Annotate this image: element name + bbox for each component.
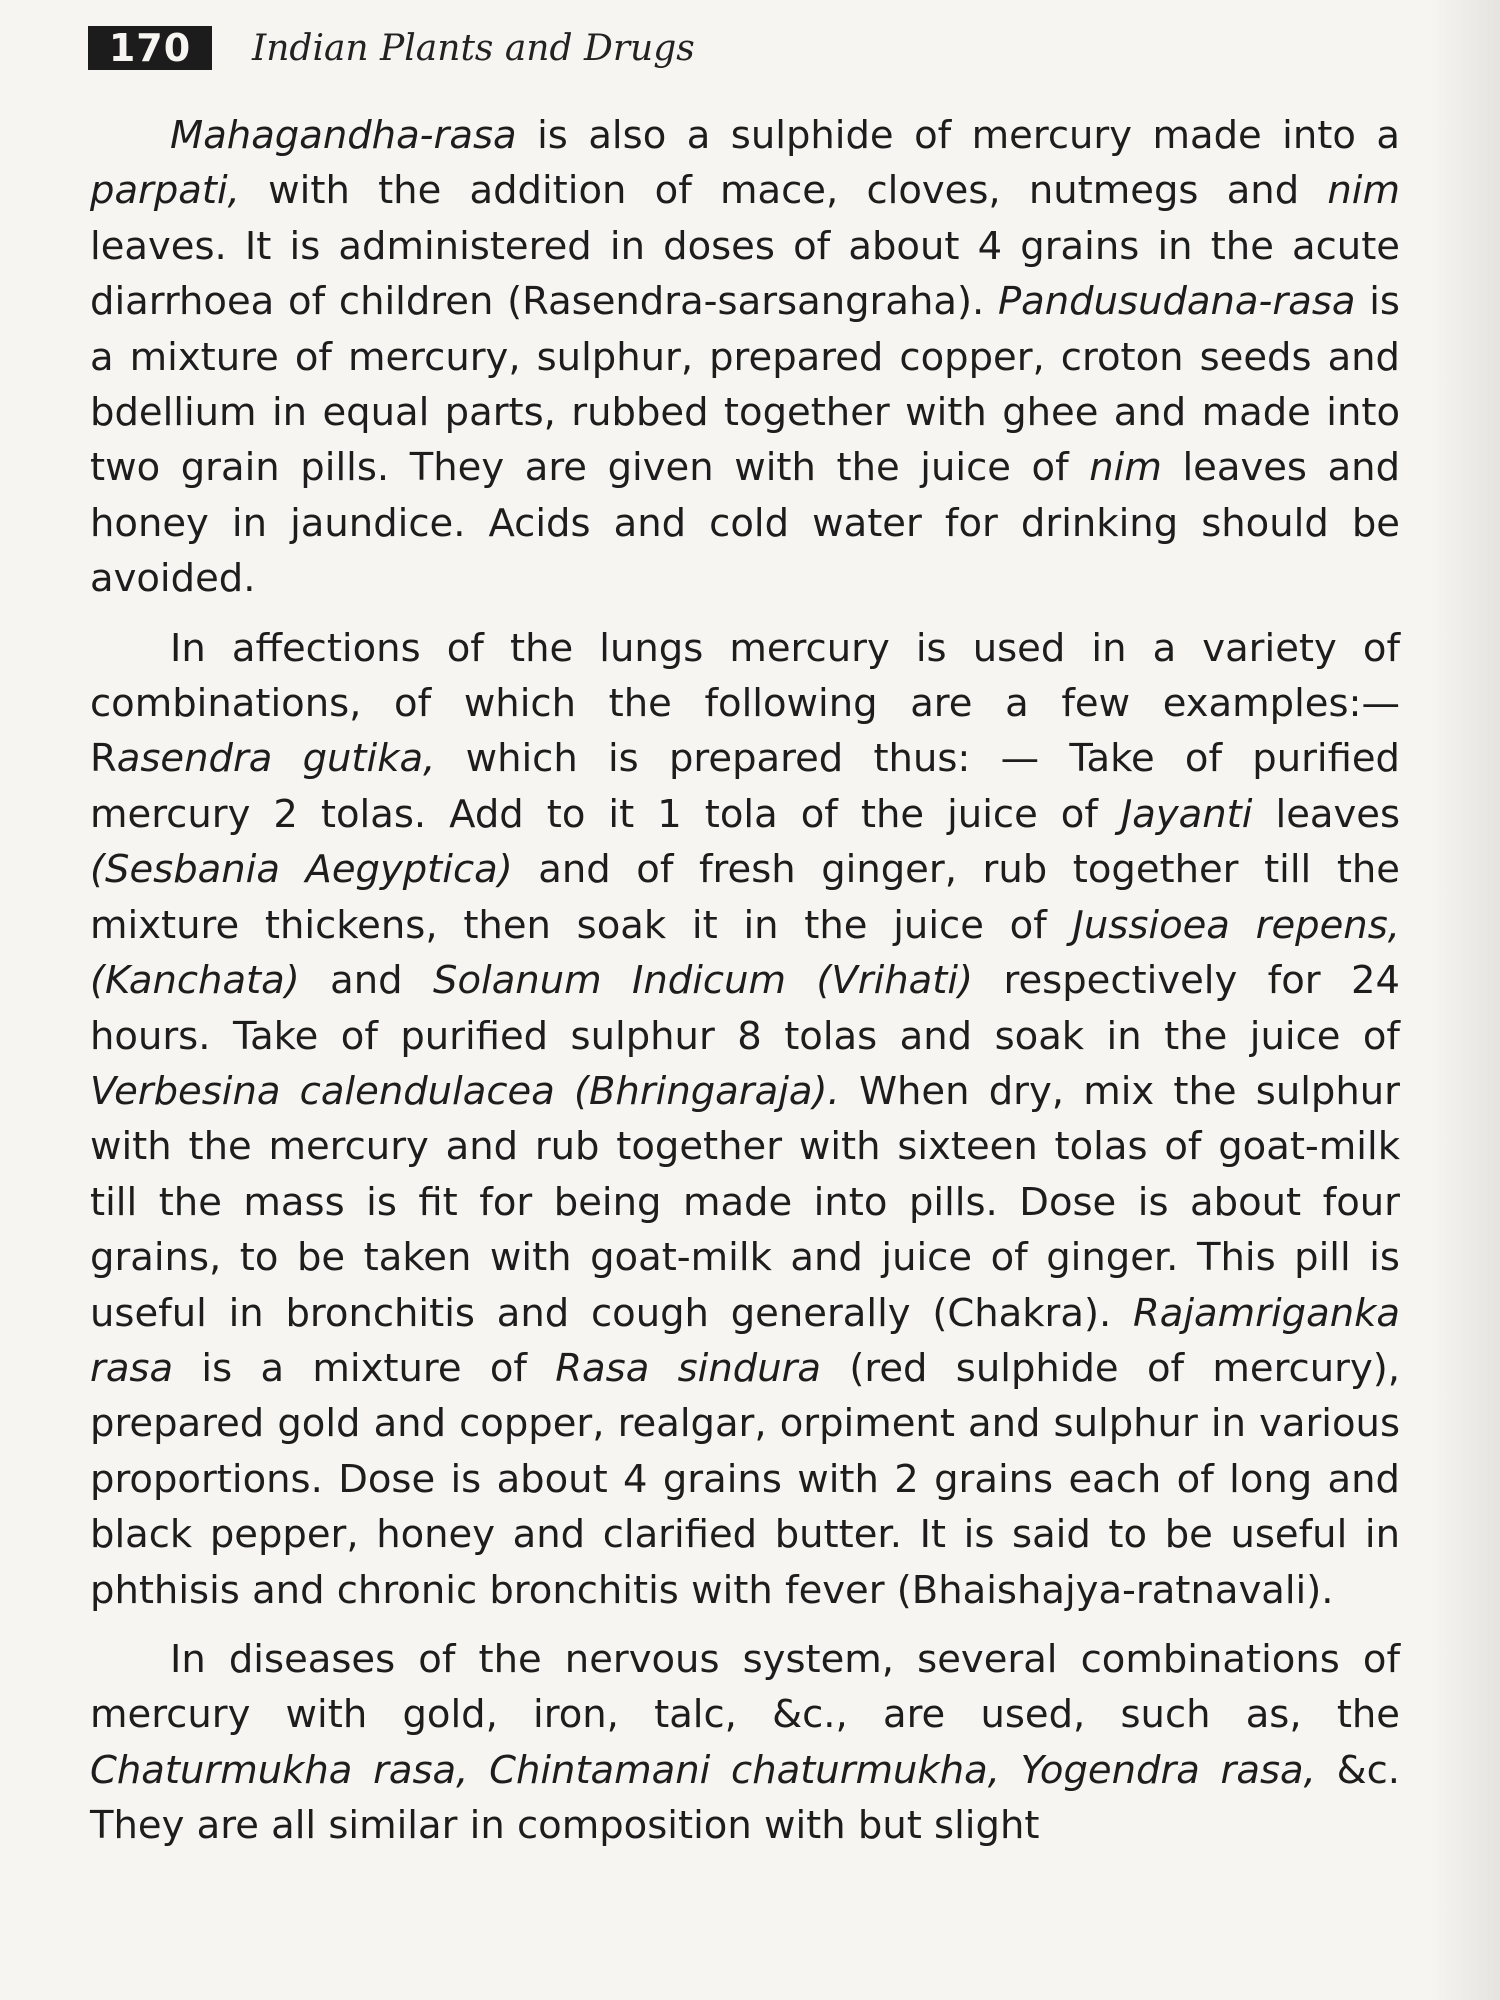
paragraph <box>90 1632 1400 1854</box>
text-segment: asendra gutika, <box>116 736 436 782</box>
text-segment: Mahagandha-rasa <box>170 113 517 158</box>
text-segment: leaves. It is administered in doses of about 4 grains in the acute diarrhoea of children (Rasendra-sarsangraha). <box>90 223 1400 325</box>
text-segment: Chaturmukha rasa, Chintamani chaturmukha, Yogendra rasa, <box>90 1747 1316 1793</box>
text-segment: Rajamriganka rasa <box>90 1290 1400 1391</box>
text-segment: nim <box>1089 445 1162 491</box>
text-segment: and of fresh ginger, rub together till the mixture thickens, then soak it in the juice of <box>90 847 1400 948</box>
text-segment: leaves and honey in jaundice. Acids and cold water for drinking should be avoided. <box>90 445 1401 602</box>
page-number: 170 <box>88 26 212 70</box>
text-segment: (red sulphide of mercury), prepared gold and copper, realgar, orpiment and sulphur in various proportions. Dose is about 4 grains with 2 grains each of long and black pepper, honey and clarified butter. It is said to be useful in phthisis and chronic bronchitis with fever (Bhaishajya-ratnavali). <box>90 1345 1400 1613</box>
text-segment: In affections of the lungs mercury is used in a variety of combinations, of which the following are a few examples:— R <box>90 625 1400 782</box>
text-segment: Rasa sindura <box>555 1345 822 1391</box>
text-segment: Jussioea repens, (Kanchata) <box>90 902 1400 1004</box>
text-segment: leaves <box>1252 791 1401 837</box>
text-segment: which is prepared thus: — Take of purified mercury 2 tolas. Add to it 1 tola of the juice of <box>90 736 1400 837</box>
running-title: Indian Plants and Drugs <box>252 27 695 69</box>
text-segment: Pandusudana-rasa <box>997 279 1356 325</box>
text-segment: is also a sulphide of mercury made into a <box>516 113 1400 158</box>
page-header <box>88 26 695 70</box>
page-edge-shadow <box>1430 0 1500 2000</box>
text-segment: (Sesbania Aegyptica) <box>90 847 513 893</box>
text-segment: Jayanti <box>1120 791 1253 837</box>
paragraph <box>90 108 1400 607</box>
body-text <box>90 108 1400 1854</box>
text-segment: When dry, mix the sulphur with the mercury and rub together with sixteen tolas of goat-milk till the mass is fit for being made into pills. Dose is about four grains, to be taken with goat-milk and juice of ginger. This pill is useful in bronchitis and cough generally (Chakra). <box>90 1068 1400 1336</box>
text-segment: &c. They are all similar in composition with but slight <box>90 1747 1400 1849</box>
text-segment: is a mixture of <box>173 1345 556 1391</box>
text-segment: parpati, <box>90 168 240 214</box>
text-segment: with the addition of mace, cloves, nutmegs and <box>239 168 1328 214</box>
text-segment: Solanum Indicum (Vrihati) <box>433 958 974 1004</box>
text-segment: Verbesina calendulacea (Bhringaraja). <box>90 1068 840 1114</box>
text-segment: is a mixture of mercury, sulphur, prepared copper, croton seeds and bdellium in equal parts, rubbed together with ghee and made into two grain pills. They are given with the juice of <box>90 279 1400 491</box>
text-segment: and <box>299 958 434 1004</box>
text-segment: respectively for 24 hours. Take of purified sulphur 8 tolas and soak in the juice of <box>90 958 1400 1059</box>
text-segment: In diseases of the nervous system, several combinations of mercury with gold, iron, talc, &c., are used, such as, the <box>90 1636 1400 1738</box>
text-segment: nim <box>1327 168 1400 214</box>
paragraph <box>90 621 1400 1618</box>
